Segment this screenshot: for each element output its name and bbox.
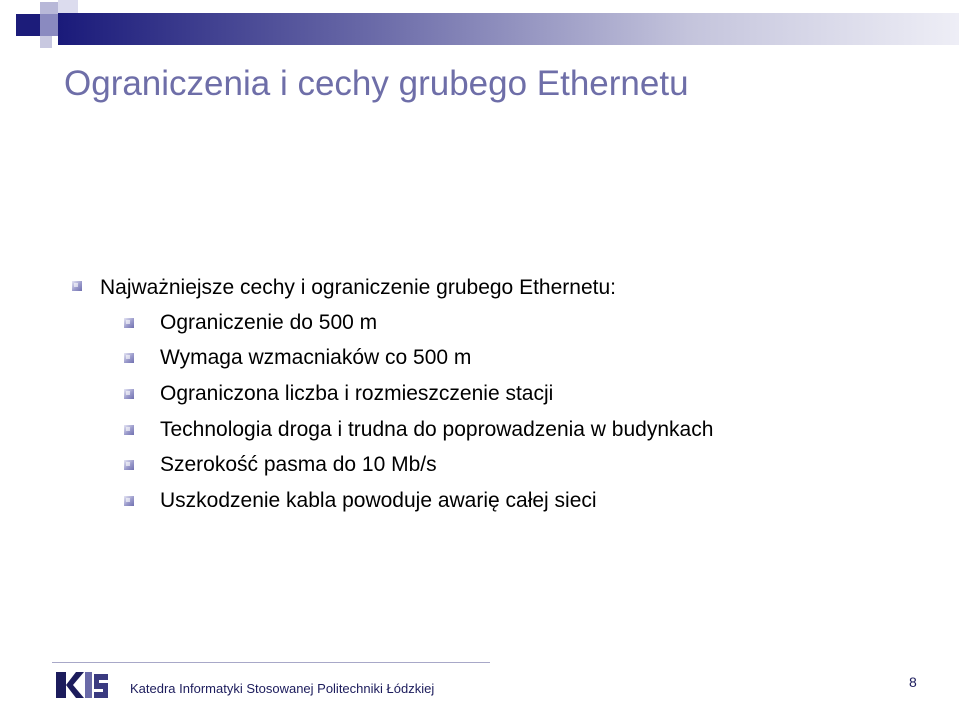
list-item: Ograniczona liczba i rozmieszczenie stacji: [160, 382, 554, 405]
main-bullet: Najważniejsze cechy i ograniczenie grubego Ethernetu:: [100, 276, 616, 299]
bullet-icon: [124, 318, 134, 328]
list-item: Uszkodzenie kabla powoduje awarię całej sieci: [160, 489, 597, 512]
bullet-icon: [124, 389, 134, 399]
bullet-icon: [124, 496, 134, 506]
bullet-icon: [124, 353, 134, 363]
list-item: Technologia droga i trudna do poprowadzenia w budynkach: [160, 418, 714, 441]
bullet-icon: [124, 425, 134, 435]
header-square-mid: [40, 14, 58, 36]
slide-title: Ograniczenia i cechy grubego Ethernetu: [64, 64, 689, 103]
footer-department: Katedra Informatyki Stosowanej Politechniki Łódzkiej: [130, 681, 435, 696]
header-gradient-bar: [58, 13, 959, 45]
list-item: Wymaga wzmacniaków co 500 m: [160, 346, 472, 369]
header-square-small: [40, 36, 52, 48]
header-square-dark: [16, 14, 40, 36]
bullet-icon: [72, 281, 82, 291]
header-square-light: [40, 2, 58, 14]
list-item: Szerokość pasma do 10 Mb/s: [160, 453, 437, 476]
kis-logo-icon: [54, 668, 110, 702]
bullet-icon: [124, 460, 134, 470]
footer-divider: [52, 662, 490, 663]
list-item: Ograniczenie do 500 m: [160, 311, 378, 334]
page-number: 8: [909, 674, 917, 690]
header-square-pale: [58, 0, 78, 13]
